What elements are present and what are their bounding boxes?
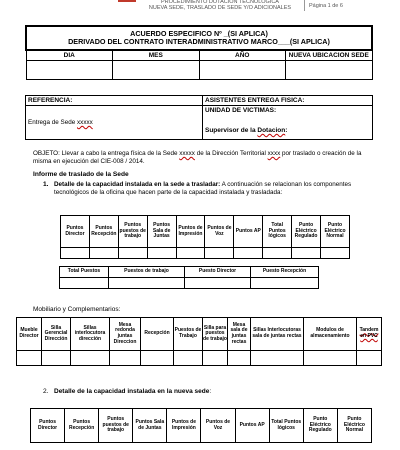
section1-paragraph: Detalle de la capacidad instalada en la sede a trasladar: A continuación se relacionan los componentes tecnológicos de la oficina que hacen parte de la capacidad instalada y trasladada:: [54, 181, 352, 196]
tech1-h6: Puntos AP: [234, 216, 263, 248]
tech1-h9: Punto Eléctrico Normal: [321, 216, 350, 248]
header-page-number: Página 1 de 6: [309, 3, 343, 9]
furn-h9: Modulos de almacenamiento: [304, 318, 357, 351]
reference-label: REFERENCIA:: [26, 96, 203, 106]
attendees-cell: [203, 106, 373, 140]
tech2-h7: Total Puntos lógicos: [269, 409, 303, 443]
furniture-table: [16, 317, 382, 366]
reference-table: [25, 95, 373, 140]
tech1-h5: Puntos de Voz: [205, 216, 234, 248]
date-month-value[interactable]: [113, 60, 200, 79]
reference-value-prefix: Entrega de Sede: [28, 119, 78, 126]
tech1-h1: Puntos Recepción: [89, 216, 118, 248]
furn-h3: Mesa redonda juntas Direccion: [110, 318, 141, 351]
report-title: Informe de traslado de la Sede: [33, 171, 129, 178]
header-line1: PROCEDIMIENTO DOTACION TECNOLOGICA: [161, 0, 279, 5]
objective-paragraph: OBJETO: Llevar a cabo la entrega física de la Sede xxxxx de la Dirección Territorial xxxx por traslado o creación de la misma en ejecución del CIE-008 / 2014.: [33, 150, 362, 165]
tech2-h8: Punto Eléctrico Regulado: [303, 409, 337, 443]
date-month-header: MES: [113, 50, 200, 60]
tech1-h0: Puntos Director: [61, 216, 90, 248]
tech2-h6: Puntos AP: [235, 409, 269, 443]
attendees-label: ASISTENTES ENTREGA FISICA:: [203, 96, 373, 106]
agreement-table: [25, 25, 373, 80]
tech2-h0: Puntos Director: [31, 409, 65, 443]
reference-value-cell[interactable]: [26, 106, 203, 140]
date-year-value[interactable]: [199, 60, 286, 79]
date-day-value[interactable]: [26, 60, 113, 79]
doc-header: [0, 0, 400, 14]
totals-h3: Puesto Recepción: [251, 267, 319, 278]
furn-h5: Puestos de Trabajo: [174, 318, 203, 351]
furniture-title: Mobiliario y Complementarios:: [33, 306, 121, 313]
reference-value-placeholder: xxxxx: [77, 119, 93, 126]
objective-label: OBJETO:: [33, 150, 60, 157]
agreement-title-2: DERIVADO DEL CONTRATO INTERADMINISTRATIVO MARCO___(SI APLICA): [68, 37, 330, 46]
tech1-h7: Total Puntos lógicos: [263, 216, 292, 248]
furn-h4: Recepción: [141, 318, 174, 351]
agreement-title-1: ACUERDO ESPECIFICO Nº _(SI APLICA): [130, 28, 268, 38]
tech2-h2: Puntos puestos de trabajo: [99, 409, 133, 443]
date-day-header: DIA: [26, 50, 113, 60]
furn-h1: Silla Gerencial Dirección: [42, 318, 71, 351]
tech1-h3: Puntos Sala de Juntas: [147, 216, 176, 248]
totals-h1: Puestos de trabajo: [109, 267, 185, 278]
new-location-value[interactable]: [286, 60, 373, 79]
totals-h0: Total Puestos: [60, 267, 109, 278]
tech1-h2: Puntos puestos de trabajo: [118, 216, 147, 248]
supervisor-label: Supervisor de la Dotacion:: [205, 127, 288, 134]
tech2-h3: Puntos Sala de Juntas: [133, 409, 167, 443]
totals-h2: Puesto Director: [185, 267, 251, 278]
new-location-header: NUEVA UBICACION SEDE: [286, 50, 373, 60]
agreement-title-cell: [26, 26, 372, 50]
date-year-header: AÑO: [199, 50, 286, 60]
furn-h8: Sillas Interlocutoras sala de juntas rectas: [251, 318, 304, 351]
section1-number: 1.: [43, 181, 49, 188]
furn-h2: Sillas interlocutora dirección: [71, 318, 110, 351]
tech1-h4: Puntos de Impresión: [176, 216, 205, 248]
tech1-h8: Punto Eléctrico Regulado: [292, 216, 321, 248]
tech2-h1: Puntos Recepción: [65, 409, 99, 443]
furn-h10: Tandem en PVC: [357, 318, 382, 351]
victims-unit-label: UNIDAD DE VICTIMAS:: [205, 107, 277, 114]
tech2-h5: Puntos de Voz: [201, 409, 235, 443]
furn-h0: Mueble Director: [17, 318, 42, 351]
furn-h6: Silla para puestos de trabajo: [203, 318, 228, 351]
header-line2: NUEVA SEDE, TRASLADO DE SEDE Y/O ADICIONALES: [148, 5, 292, 11]
furn-h7: Mesa sala de juntas rectas: [228, 318, 251, 351]
tech2-h4: Puntos de Impresión: [167, 409, 201, 443]
tech-table-2: [30, 408, 372, 443]
section2-number: 2.: [43, 388, 49, 395]
section2-paragraph: Detalle de la capacidad instalada en la nueva sede:: [54, 388, 212, 395]
tech2-h9: Punto Eléctrico Normal: [337, 409, 371, 443]
logo-fragment: [118, 0, 136, 2]
tech-table-1: [60, 215, 350, 259]
totals-table: [59, 266, 319, 289]
